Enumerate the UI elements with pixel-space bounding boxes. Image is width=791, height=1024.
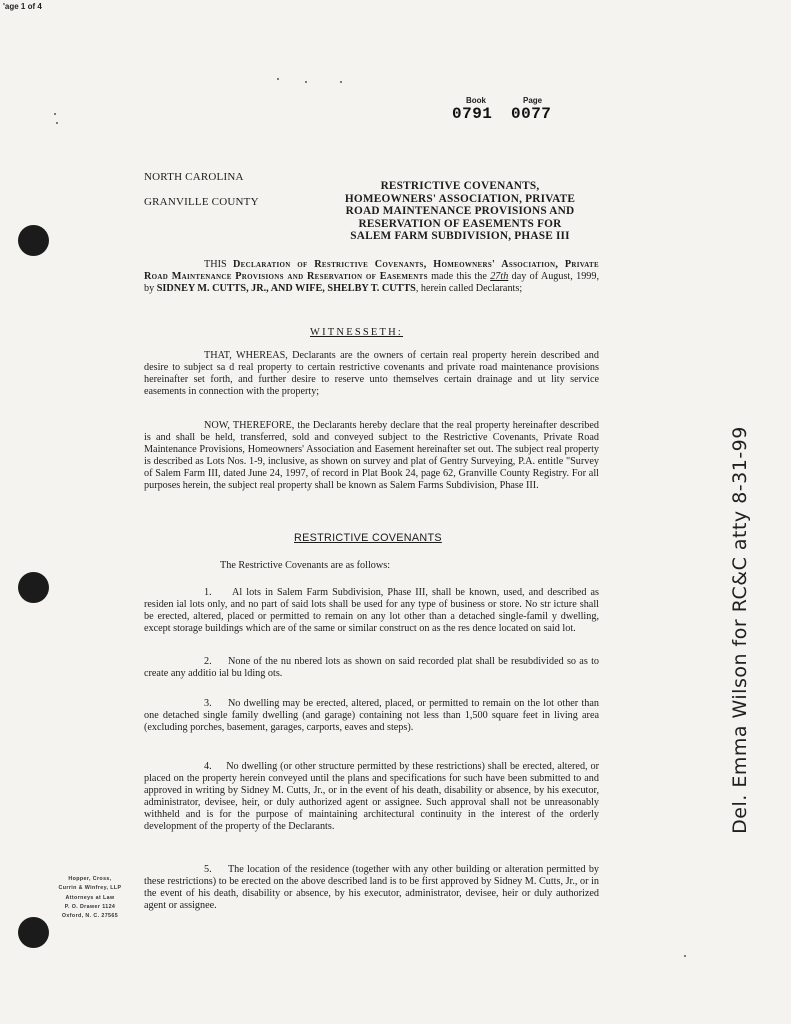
covenant-text: No dwelling (or other structure permitted by these restrictions) shall be erected, altered, or placed on the property herein conveyed until the plans and specifications for such have been submitted to and approved in writing by Sidney M. Cutts, Jr., or in the event of his death, disability or absence, by his executor, administrator, devisee, heir, or duly authorized agent or assignee. Such approval shall not be unreasonably withheld and is for the purpose of maintaining architectural continuity in the interest of the orderly development of the property of the Declarants. (144, 761, 599, 833)
declaration-made: made this the (431, 271, 487, 283)
covenant-item (144, 761, 599, 834)
covenant-item (144, 698, 599, 734)
covenant-item (144, 864, 599, 912)
covenant-number: 3. (204, 698, 212, 709)
whereas-text: THAT, WHEREAS, Declarants are the owners of certain real property herein described and desire to subject sa d real property to certain restrictive covenants and private road maintenance provisions hereinafter set forth, and further desire to reserve unto themselves certain drainage and ut lity service easements in connection with the property; (144, 350, 599, 398)
scan-speck (54, 113, 56, 115)
firm-line: Attorneys at Law (65, 894, 115, 901)
covenant-text: None of the nu nbered lots as shown on said recorded plat shall be resubdivided so as to create any additio ial bu lding ots. (144, 656, 599, 680)
covenant-number: 4. (204, 761, 212, 772)
state-heading: NORTH CAROLINA (144, 171, 244, 183)
page-label: Page (523, 96, 543, 105)
page-count-note: 'age 1 of 4 (3, 2, 42, 11)
page-number: 0077 (511, 105, 552, 123)
title-line: HOMEOWNERS' ASSOCIATION, PRIVATE (344, 192, 576, 205)
covenant-number: 1. (204, 587, 212, 598)
scan-speck (340, 81, 342, 83)
whereas-paragraph (144, 350, 599, 398)
declaration-parties: SIDNEY M. CUTTS, JR., AND WIFE, SHELBY T. CUTTS (156, 283, 416, 295)
county-heading: GRANVILLE COUNTY (144, 196, 259, 208)
covenant-text: Al lots in Salem Farm Subdivision, Phase III, shall be known, used, and described as residen ial lots only, and no part of said lots shall be used for any type of business or store. No str icture shall be erected, altered, placed or permitted to remain on any lot other than a detached single-famil y dwelling, except storage buildings which are of the same or similar construct on as the res dence located on said lot. (144, 587, 600, 635)
covenants-intro: The Restrictive Covenants are as follows: (220, 560, 391, 571)
firm-line: Hopper, Cross, (68, 876, 112, 882)
covenant-text: The location of the residence (together with any other building or alteration permitted by these restrictions) to be erected on the above described land is to be first approved by Sidney M. Cutts, Jr., or in the event of his death, disability or absence, by his executor, administrator, devisee, heir or duly authorized agent or assignee. (144, 864, 600, 912)
title-line: ROAD MAINTENANCE PROVISIONS AND (345, 205, 575, 218)
covenant-text: No dwelling may be erected, altered, placed, or permitted to remain on the lot other than one detached single family dwelling (and garage) containing not less than 1,500 square feet in living area (excluding porches, basement, garages, carports, eaves and steps). (144, 698, 599, 734)
title-line: RESERVATION OF EASEMENTS FOR (358, 217, 562, 230)
declaration-day: 27th (490, 271, 509, 283)
now-therefore-paragraph (144, 420, 599, 493)
punch-hole (18, 917, 49, 948)
book-number: 0791 (452, 105, 493, 123)
witnesseth-heading: WITNESSETH: (310, 327, 404, 338)
covenant-item (144, 587, 599, 635)
scan-speck (305, 81, 307, 83)
book-label: Book (466, 96, 486, 105)
punch-hole (18, 572, 49, 603)
scan-speck (277, 78, 279, 80)
firm-line: P. O. Drawer 1124 (64, 903, 116, 910)
handwritten-delivery-note: Del. Emma Wilson for RC&C atty 8-31-99 (729, 426, 751, 834)
title-line: RESTRICTIVE COVENANTS, (380, 180, 540, 192)
declaration-paragraph (144, 259, 599, 295)
covenant-item (144, 656, 599, 680)
scan-speck (684, 955, 686, 957)
document-title (315, 180, 605, 243)
declaration-lead: THIS (204, 259, 227, 270)
declaration-tail: , herein called Declarants; (415, 283, 523, 295)
firm-line: Currin & Winfrey, LLP (58, 885, 122, 892)
declaration-name: Declaration of Restrictive Covenants, Homeowners' Association, Private Road Maintenance Provisions and Reservation of Easements (144, 259, 599, 283)
scan-speck (56, 122, 58, 124)
covenant-number: 5. (204, 864, 212, 875)
firm-line: Oxford, N. C. 27565 (61, 913, 119, 920)
covenant-number: 2. (204, 656, 212, 667)
declaration-date: day of August, 1999, by (144, 271, 600, 295)
title-line: SALEM FARM SUBDIVISION, PHASE III (350, 230, 570, 243)
now-therefore-text: NOW, THEREFORE, the Declarants hereby declare that the real property hereinafter described is and shall be held, transferred, sold and conveyed subject to the Restrictive Covenants, Private Road Maintenance Provisions, Homeowners' Association and Easement hereinafter set out. The subject real property is described as Lots Nos. 1-9, inclusive, as shown on survey and plat of Gentry Surveying, P.A. entitle "Survey of Salem Farm III, dated June 24, 1997, of record in Plat Book 24, page 62, Granville County Registry. For all purposes herein, the subject real property shall be known as Salem Farms Subdivision, Phase III. (144, 420, 599, 492)
restrictive-covenants-heading: RESTRICTIVE COVENANTS (294, 532, 442, 544)
law-firm-block (36, 875, 144, 921)
punch-hole (18, 225, 49, 256)
